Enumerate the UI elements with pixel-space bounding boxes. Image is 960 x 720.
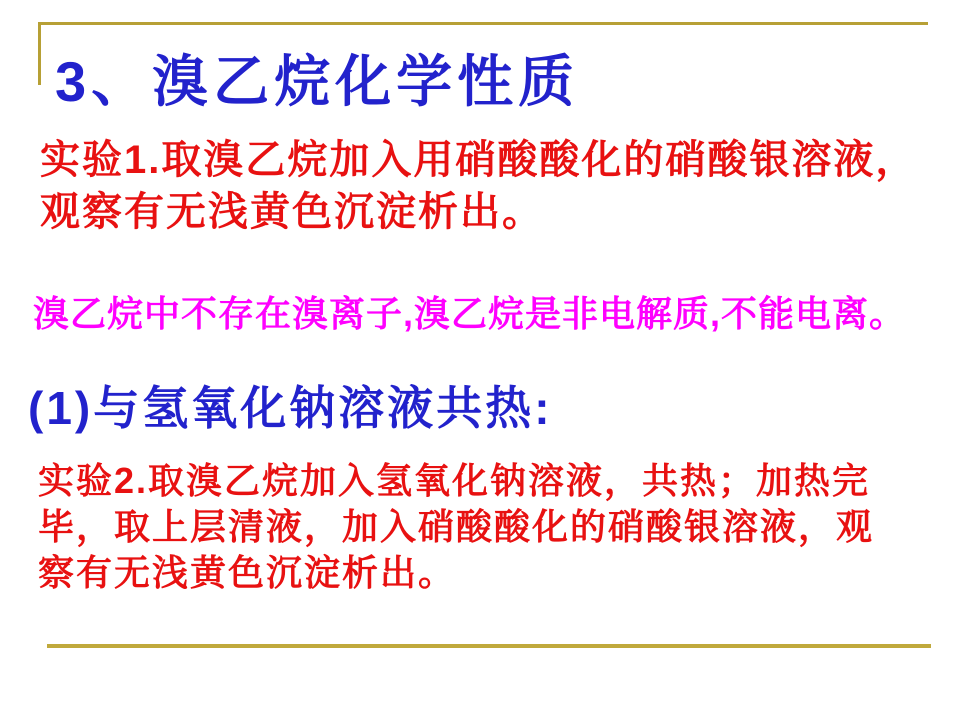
experiment-1-text [40, 134, 917, 238]
experiment-1-line-2: 观察有无浅黄色沉淀析出。 [40, 190, 544, 234]
left-border-line [38, 22, 41, 85]
experiment-2-text [38, 458, 874, 596]
conclusion-text: 溴乙烷中不存在溴离子,溴乙烷是非电解质,不能电离。 [33, 293, 907, 334]
experiment-2-line-3: 察有无浅黄色沉淀析出。 [38, 552, 457, 593]
experiment-2-line-1: 实验2.取溴乙烷加入氢氧化钠溶液，共热；加热完 [38, 460, 871, 501]
section-1-heading: (1)与氢氧化钠溶液共热: [28, 382, 553, 434]
experiment-2-line-2: 毕，取上层清液，加入硝酸酸化的硝酸银溶液，观 [38, 506, 875, 547]
slide-title: 3、溴乙烷化学性质 [55, 50, 580, 113]
top-border-line [38, 22, 928, 25]
bottom-border-line [47, 644, 931, 648]
experiment-1-line-1: 实验1.取溴乙烷加入用硝酸酸化的硝酸银溶液， [40, 138, 918, 182]
